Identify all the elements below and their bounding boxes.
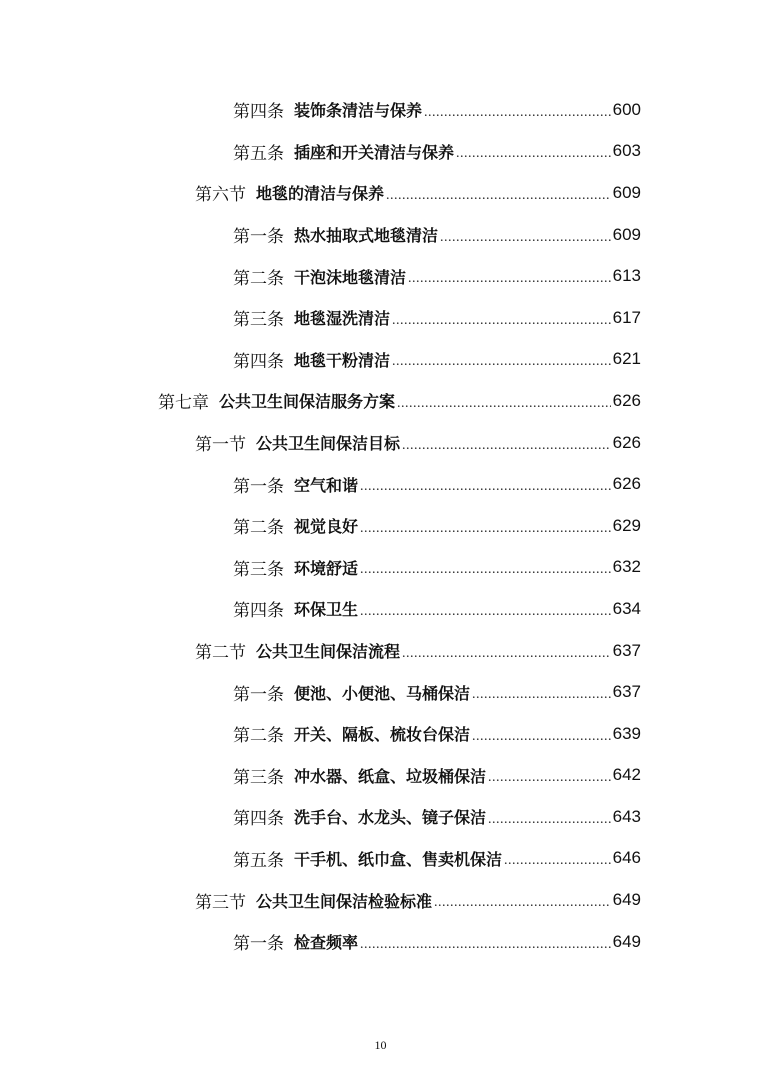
toc-entry-title: 环境舒适 [294,558,359,578]
page-number: 10 [374,1038,387,1052]
toc-entry-title: 干手机、纸巾盒、售卖机保洁 [294,849,503,869]
toc-entry-page: 626 [612,474,641,494]
toc-entry-label: 第四条 [233,351,284,371]
dot-leader [504,853,611,869]
toc-entry-page: 637 [612,640,641,660]
toc-entry-title: 地毯干粉清洁 [294,350,391,370]
toc-entry[interactable] [0,838,761,880]
toc-entry[interactable] [0,755,761,797]
dot-leader [488,812,611,828]
toc-entry-label: 第一条 [233,227,284,247]
toc-entry-title: 洗手台、水龙头、镜子保洁 [294,808,487,828]
toc-entry[interactable] [0,422,761,464]
toc-entry-page: 649 [612,890,641,910]
toc-entry[interactable] [0,879,761,921]
toc-entry-label: 第六节 [195,185,246,205]
toc-entry[interactable] [0,339,761,381]
toc-entry-title: 公共卫生间保洁服务方案 [219,392,396,412]
dot-leader [402,646,611,662]
toc-entry-title: 热水抽取式地毯清洁 [294,226,439,246]
toc-entry[interactable] [0,505,761,547]
toc-entry-title: 空气和谐 [294,475,359,495]
toc-entry[interactable] [0,297,761,339]
toc-entry-title: 便池、小便池、马桶保洁 [294,683,471,703]
toc-entry-label: 第二条 [233,518,284,538]
toc-entry-page: 643 [612,806,641,826]
dot-leader [434,895,611,911]
toc-entry-page: 609 [612,182,641,202]
toc-entry-label: 第一条 [233,684,284,704]
toc-entry-page: 609 [612,224,641,244]
dot-leader [408,271,611,287]
toc-entry-label: 第三条 [233,559,284,579]
toc-entry-page: 617 [612,307,641,327]
toc-entry-label: 第二条 [233,268,284,288]
dot-leader [472,729,611,745]
toc-entry[interactable] [0,380,761,422]
toc-entry[interactable] [0,921,761,963]
toc-entry-label: 第三条 [233,767,284,787]
toc-entry-page: 642 [612,765,641,785]
toc-entry-label: 第四条 [233,601,284,621]
toc-entry-label: 第二节 [195,643,246,663]
toc-entry-title: 地毯湿洗清洁 [294,309,391,329]
toc-entry-page: 603 [612,141,641,161]
dot-leader [392,313,611,329]
toc-entry-label: 第五条 [233,850,284,870]
toc-entry-label: 第三条 [233,310,284,330]
toc-entry-label: 第一条 [233,934,284,954]
toc-entry-page: 646 [612,848,641,868]
toc-entry[interactable] [0,671,761,713]
toc-entry[interactable] [0,214,761,256]
toc-entry-title: 环保卫生 [294,600,359,620]
dot-leader [386,188,611,204]
dot-leader [392,354,611,370]
toc-entry[interactable] [0,630,761,672]
toc-entry-page: 649 [612,931,641,951]
toc-entry-page: 632 [612,557,641,577]
toc-entry[interactable] [0,588,761,630]
toc-entry[interactable] [0,89,761,131]
toc-entry[interactable] [0,796,761,838]
toc-entry-title: 冲水器、纸盒、垃圾桶保洁 [294,766,487,786]
toc-entry-title: 插座和开关清洁与保养 [294,142,455,162]
dot-leader [360,521,611,537]
toc-entry-label: 第三节 [195,892,246,912]
toc-entry-label: 第一节 [195,435,246,455]
toc-entry-page: 639 [612,723,641,743]
toc-entry-label: 第五条 [233,143,284,163]
dot-leader [456,146,611,162]
toc-entry-page: 634 [612,598,641,618]
toc-entry-title: 装饰条清洁与保养 [294,101,423,121]
toc-entry-page: 626 [612,432,641,452]
toc-entry-page: 626 [612,390,641,410]
toc-entry-title: 地毯的清洁与保养 [256,184,385,204]
dot-leader [360,937,611,953]
toc-entry[interactable] [0,131,761,173]
toc-entry-page: 637 [612,682,641,702]
toc-entry[interactable] [0,547,761,589]
toc-entry-title: 公共卫生间保洁流程 [256,642,401,662]
toc-entry-label: 第二条 [233,726,284,746]
dot-leader [360,604,611,620]
toc-entry-title: 开关、隔板、梳妆台保洁 [294,725,471,745]
toc-entry-label: 第一条 [233,476,284,496]
toc-entry[interactable] [0,172,761,214]
dot-leader [360,562,611,578]
toc-entry-label: 第四条 [233,809,284,829]
toc-entry-title: 公共卫生间保洁检验标准 [256,891,433,911]
toc-entry[interactable] [0,255,761,297]
toc-entry[interactable] [0,713,761,755]
dot-leader [472,687,611,703]
toc-entry-label: 第七章 [158,393,209,413]
toc-entry-label: 第四条 [233,102,284,122]
toc-entry-title: 检查频率 [294,933,359,953]
dot-leader [488,770,611,786]
toc-entry-page: 629 [612,515,641,535]
toc-entry[interactable] [0,463,761,505]
dot-leader [360,479,611,495]
toc-entry-title: 视觉良好 [294,517,359,537]
toc-entry-page: 600 [612,99,641,119]
dot-leader [440,230,611,246]
toc-entry-page: 613 [612,266,641,286]
dot-leader [397,396,611,412]
dot-leader [424,105,611,121]
toc-entry-page: 621 [612,349,641,369]
dot-leader [402,438,611,454]
table-of-contents [0,89,761,962]
toc-entry-title: 公共卫生间保洁目标 [256,434,401,454]
toc-entry-title: 干泡沫地毯清洁 [294,267,407,287]
